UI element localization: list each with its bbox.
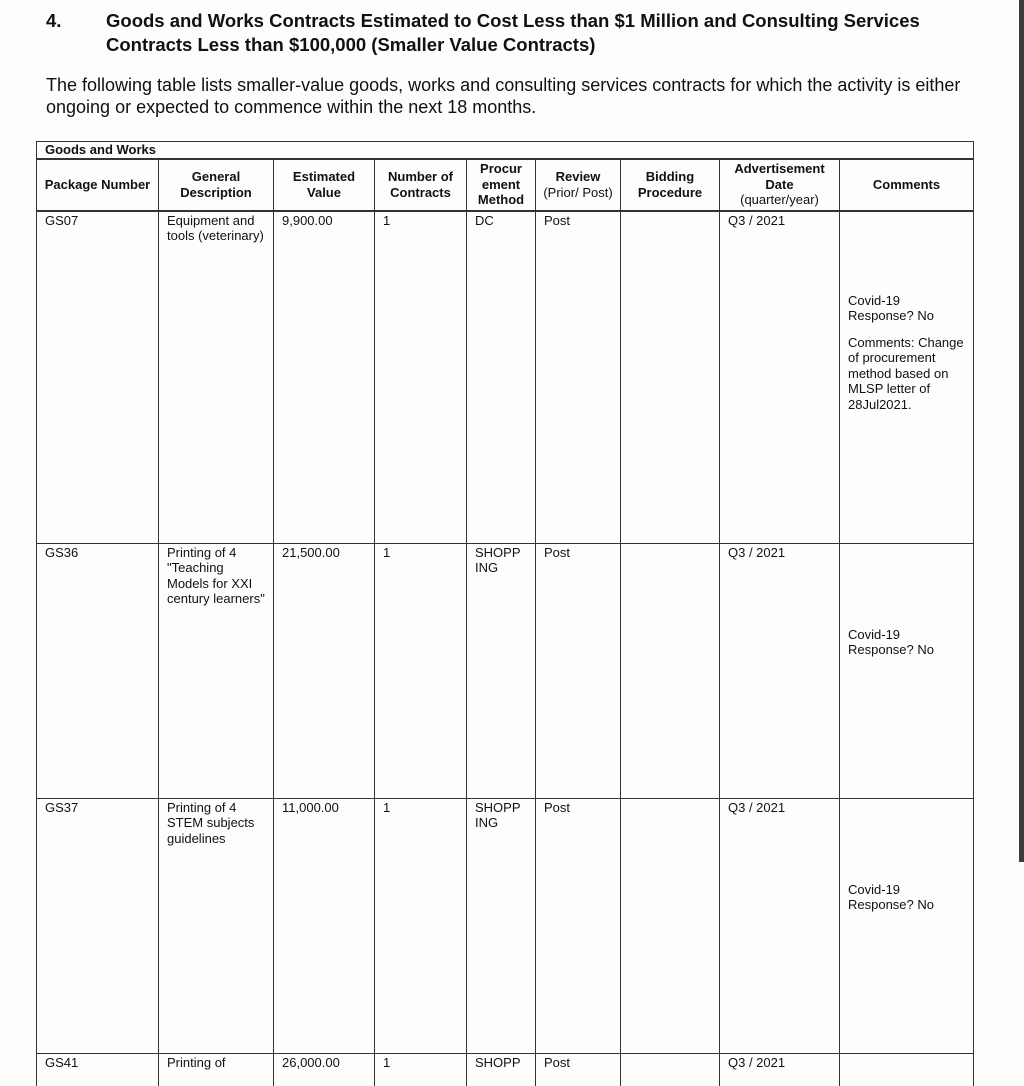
header-ad-date-label: Advertisement Date [734, 161, 825, 192]
header-comments: Comments [840, 159, 974, 211]
cell-method: SHOPP ING [467, 798, 536, 1053]
section-number: 4. [46, 10, 62, 31]
cell-review: Post [536, 798, 621, 1053]
cell-value: 21,500.00 [274, 543, 375, 798]
cell-bidding [621, 211, 720, 544]
table-row [37, 543, 974, 798]
header-method-line1: Procur [480, 161, 522, 177]
header-description: General Description [159, 159, 274, 211]
cell-review: Post [536, 211, 621, 544]
cell-contracts: 1 [375, 543, 467, 798]
cell-contracts: 1 [375, 798, 467, 1053]
cell-description: Printing of 4 "Teaching Models for XXI century learners" [159, 543, 274, 798]
comment-covid: Covid-19 Response? No [848, 626, 934, 657]
cell-package: GS36 [37, 543, 159, 798]
header-ad-date-sub: (quarter/year) [740, 192, 819, 208]
comment-extra: Comments: Change of procurement method based on MLSP letter of 28Jul2021. [848, 334, 964, 412]
cell-bidding [621, 543, 720, 798]
cell-contracts: 1 [375, 1053, 467, 1086]
cell-description: Printing of 4 STEM subjects guidelines [159, 798, 274, 1053]
header-contracts: Number of Contracts [375, 159, 467, 211]
table-row [37, 1053, 974, 1086]
section-label-row [37, 142, 974, 159]
header-review-label: Review [555, 169, 601, 184]
cell-value: 26,000.00 [274, 1053, 375, 1086]
header-value: Estimated Value [274, 159, 375, 211]
cell-review: Post [536, 543, 621, 798]
table-row [37, 798, 974, 1053]
header-ad-date [720, 159, 840, 211]
cell-comments [840, 1053, 974, 1086]
cell-package: GS37 [37, 798, 159, 1053]
section-title: Goods and Works Contracts Estimated to Cost Less than $1 Million and Consulting Services Contracts Less than $100,000 (Smaller Value Contracts) [106, 10, 920, 55]
scrollbar-edge [1019, 0, 1024, 862]
cell-ad-date: Q3 / 2021 [720, 1053, 840, 1086]
header-method [467, 159, 536, 211]
cell-ad-date: Q3 / 2021 [720, 798, 840, 1053]
cell-description: Printing of [159, 1053, 274, 1086]
cell-ad-date: Q3 / 2021 [720, 543, 840, 798]
cell-comments [840, 211, 974, 544]
intro-paragraph: The following table lists smaller-value goods, works and consulting services contracts for which the activity is either ongoing or expected to commence within the next 18 months. [46, 75, 961, 117]
cell-review: Post [536, 1053, 621, 1086]
header-bidding: Bidding Procedure [621, 159, 720, 211]
cell-value: 9,900.00 [274, 211, 375, 544]
cell-value: 11,000.00 [274, 798, 375, 1053]
comment-covid: Covid-19 Response? No [848, 292, 934, 323]
header-review [536, 159, 621, 211]
section-label: Goods and Works [37, 142, 974, 159]
table-row [37, 211, 974, 544]
header-method-line2: ement [481, 176, 521, 192]
cell-comments [840, 798, 974, 1053]
procurement-table-container [36, 141, 973, 1070]
cell-bidding [621, 1053, 720, 1086]
procurement-table [36, 141, 974, 1086]
cell-method: SHOPP [467, 1053, 536, 1086]
cell-method: DC [467, 211, 536, 544]
cell-bidding [621, 798, 720, 1053]
cell-package: GS41 [37, 1053, 159, 1086]
cell-package: GS07 [37, 211, 159, 544]
header-package: Package Number [37, 159, 159, 211]
cell-ad-date: Q3 / 2021 [720, 211, 840, 544]
comment-covid: Covid-19 Response? No [848, 881, 934, 912]
cell-method: SHOPP ING [467, 543, 536, 798]
cell-contracts: 1 [375, 211, 467, 544]
header-row [37, 159, 974, 211]
cell-comments [840, 543, 974, 798]
header-method-line3: Method [477, 192, 525, 208]
header-review-sub: (Prior/ Post) [543, 184, 613, 200]
cell-description: Equipment and tools (veterinary) [159, 211, 274, 544]
